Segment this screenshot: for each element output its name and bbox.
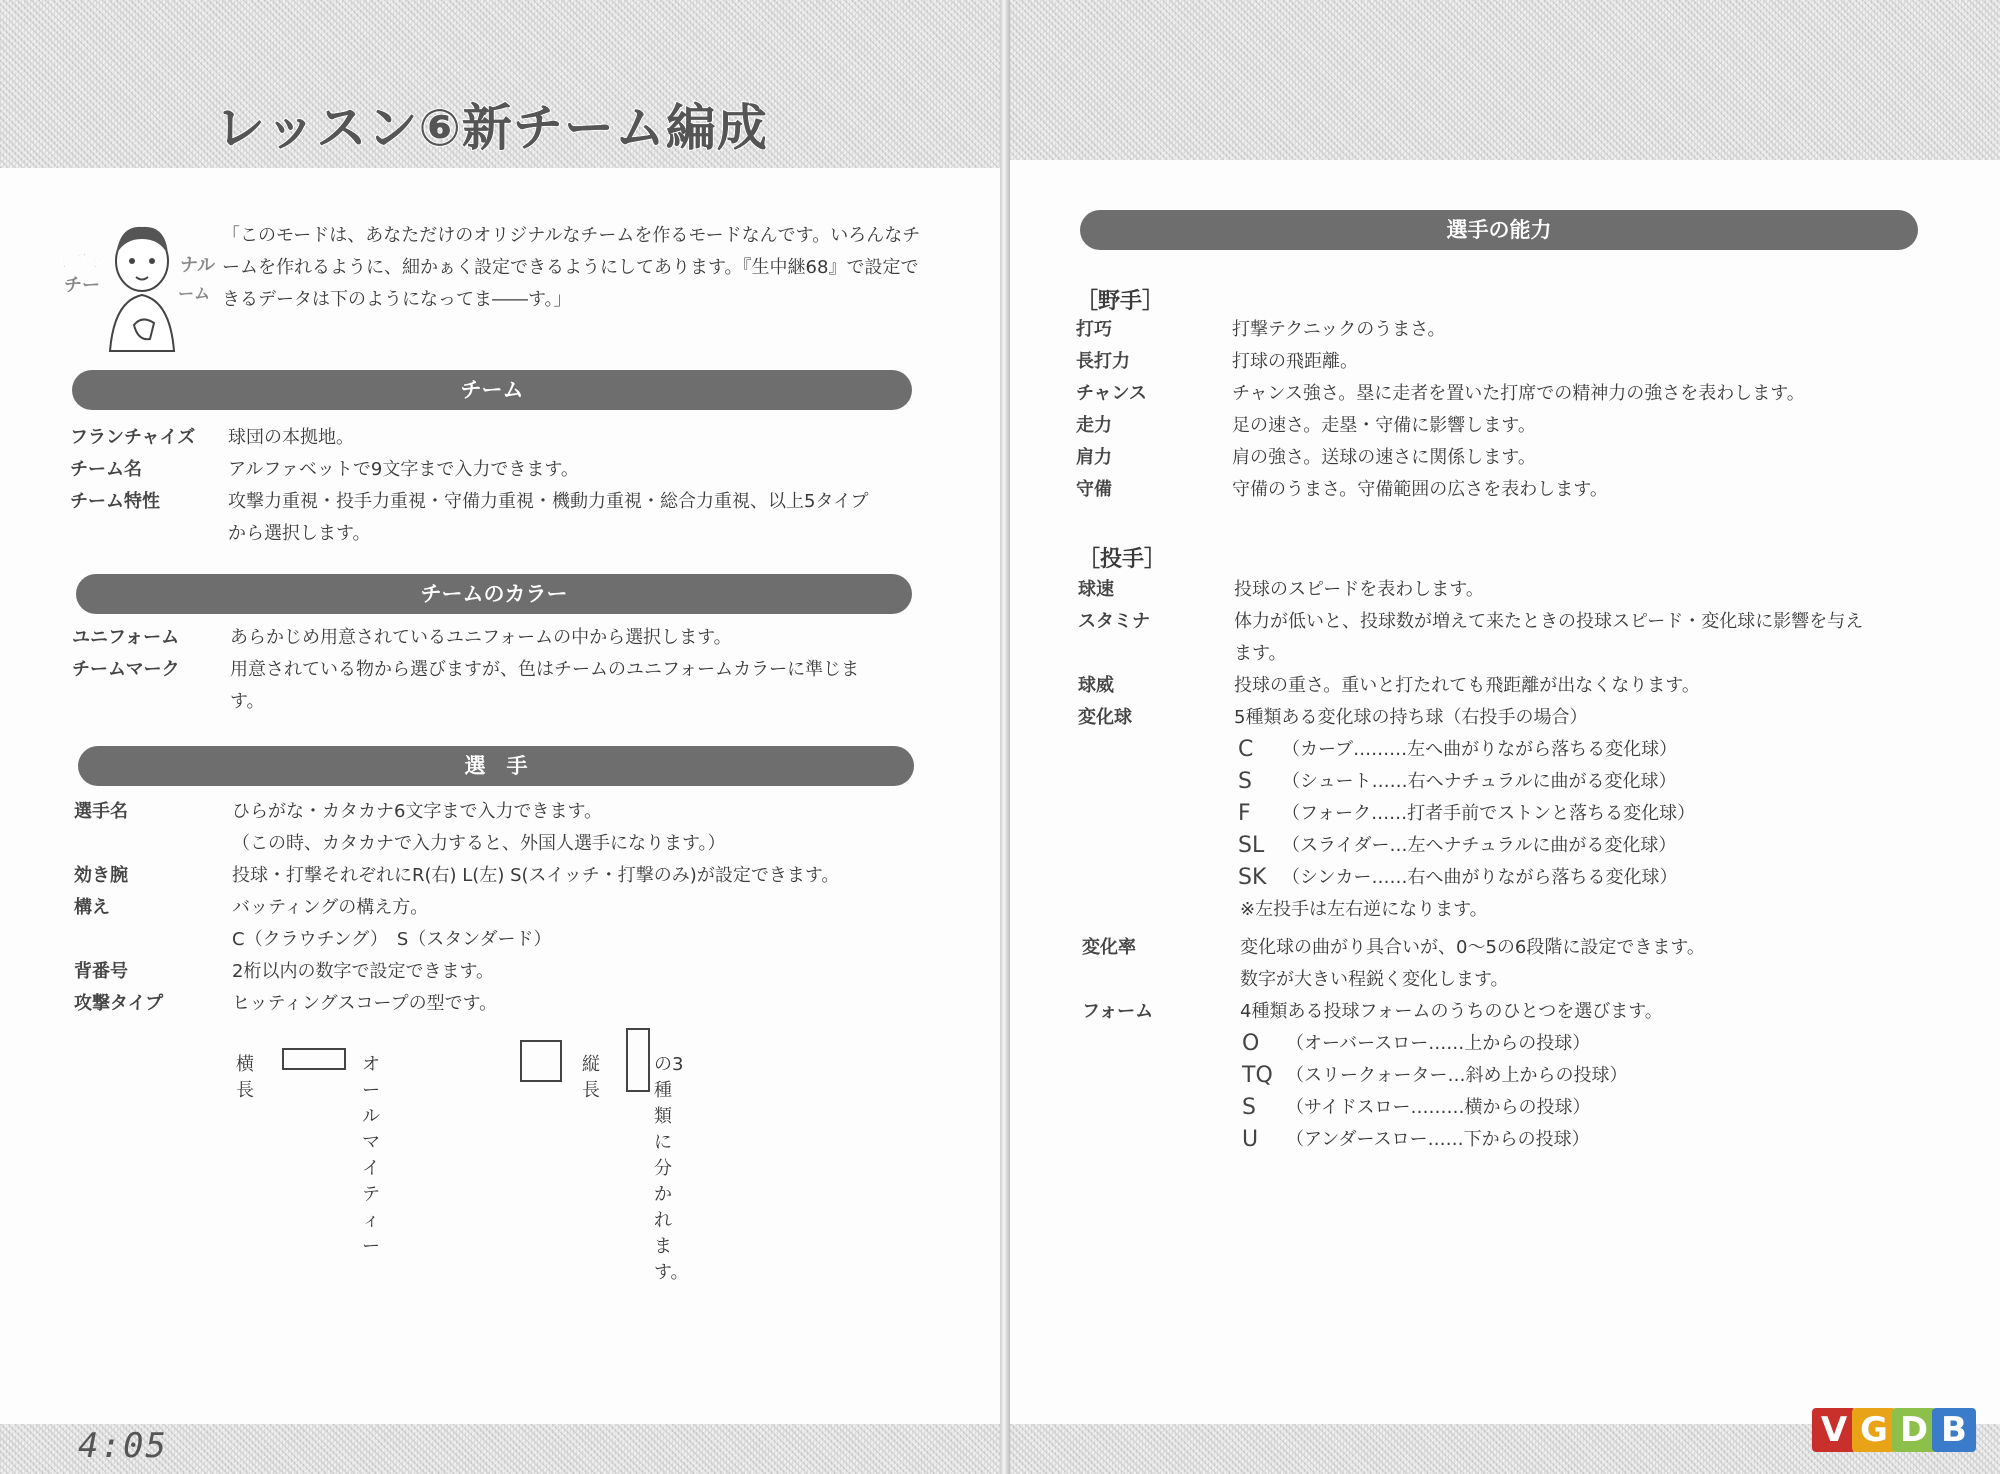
item-text: 5種類ある変化球の持ち球（右投手の場合） bbox=[1234, 707, 1588, 728]
svg-text:ーム: ーム bbox=[178, 284, 211, 303]
form-desc: （サイドスロー………横からの投球） bbox=[1286, 1097, 1591, 1118]
item-text-continued: す。 bbox=[230, 691, 265, 712]
svg-text:ナル: ナル bbox=[180, 255, 216, 276]
intro-text: 「このモードは、あなただけのオリジナルなチームを作るモードなんです。いろんなチームを作れるように、細かぁく設定できるようにしてあります。『生中継68』で設定できるデータは下のようになってま――す。」 bbox=[222, 225, 921, 310]
item-label: フォーム bbox=[1082, 1001, 1154, 1022]
watermark-letter-v: V bbox=[1812, 1408, 1856, 1452]
breaking-ball-desc: （スライダー…左へナチュラルに曲がる変化球） bbox=[1282, 835, 1677, 856]
breaking-ball-note: ※左投手は左右逆になります。 bbox=[1240, 899, 1488, 920]
breaking-ball-desc: （フォーク……打者手前でストンと落ちる変化球） bbox=[1282, 803, 1696, 824]
item-text: ヒッティングスコープの型です。 bbox=[232, 993, 498, 1014]
item-label: 攻撃タイプ bbox=[74, 993, 164, 1014]
item-text: 打球の飛距離。 bbox=[1232, 351, 1358, 372]
breaking-ball-code: SL bbox=[1238, 833, 1265, 858]
item-label: 変化率 bbox=[1082, 937, 1136, 958]
item-text-continued: から選択します。 bbox=[228, 523, 371, 544]
item-text: 守備のうまさ。守備範囲の広さを表わします。 bbox=[1232, 479, 1608, 500]
item-text: 投球のスピードを表わします。 bbox=[1234, 579, 1484, 600]
item-label: 長打力 bbox=[1076, 351, 1130, 372]
scope-wide-shape bbox=[282, 1048, 346, 1070]
scope-suffix: の3種類に分かれます。 bbox=[654, 1054, 689, 1283]
breaking-ball-desc: （カーブ………左へ曲がりながら落ちる変化球） bbox=[1282, 739, 1678, 760]
item-label: 球速 bbox=[1078, 579, 1114, 600]
form-desc: （オーバースロー……上からの投球） bbox=[1286, 1033, 1591, 1054]
section-header-player: 選 手 bbox=[78, 746, 914, 786]
item-text-continued: （この時、カタカナで入力すると、外国人選手になります。） bbox=[232, 833, 726, 854]
item-text: ひらがな・カタカナ6文字まで入力できます。 bbox=[232, 801, 603, 822]
form-code: S bbox=[1242, 1095, 1256, 1120]
fielder-heading: ［野手］ bbox=[1076, 289, 1165, 314]
item-text-continued: 数字が大きい程鋭く変化します。 bbox=[1240, 969, 1509, 990]
scope-all-label: オールマイティー bbox=[362, 1054, 380, 1257]
vgdb-watermark bbox=[1816, 1394, 1976, 1452]
item-text: あらかじめ用意されているユニフォームの中から選択します。 bbox=[230, 627, 732, 648]
item-text: アルファベットで9文字まで入力できます。 bbox=[228, 459, 579, 480]
item-label: チーム特性 bbox=[70, 491, 160, 512]
item-label: 背番号 bbox=[74, 961, 128, 982]
item-text: 体力が低いと、投球数が増えて来たときの投球スピード・変化球に影響を与え bbox=[1234, 611, 1864, 632]
form-desc: （アンダースロー……下からの投球） bbox=[1286, 1129, 1590, 1150]
breaking-ball-code: SK bbox=[1238, 865, 1267, 890]
item-label: チーム名 bbox=[70, 459, 142, 480]
item-text: 投球の重さ。重いと打たれても飛距離が出なくなります。 bbox=[1234, 675, 1700, 696]
item-label: 効き腕 bbox=[74, 865, 128, 886]
item-text: チャンス強さ。塁に走者を置いた打席での精神力の強さを表わします。 bbox=[1232, 383, 1805, 404]
form-code: O bbox=[1242, 1031, 1260, 1056]
item-text: 肩の強さ。送球の速さに関係します。 bbox=[1232, 447, 1536, 468]
pitcher-heading: ［投手］ bbox=[1078, 547, 1167, 572]
item-text: 攻撃力重視・投手力重視・守備力重視・機動力重視・総合力重視、以上5タイプ bbox=[228, 491, 869, 512]
item-text-continued: C（クラウチング） S（スタンダード） bbox=[232, 929, 552, 950]
form-code: TQ bbox=[1242, 1063, 1273, 1088]
item-text-continued: ます。 bbox=[1234, 643, 1287, 664]
item-label: 球威 bbox=[1078, 675, 1114, 696]
right-page bbox=[1010, 0, 2000, 1474]
section-header-team-color: チームのカラー bbox=[76, 574, 912, 614]
page-title: レッスン⑥新チーム編成 bbox=[215, 99, 768, 157]
item-label: 打巧 bbox=[1076, 319, 1112, 340]
mascot-illustration bbox=[50, 215, 222, 353]
form-desc: （スリークォーター…斜め上からの投球） bbox=[1286, 1065, 1628, 1086]
item-text: 変化球の曲がり具合いが、0〜5の6段階に設定できます。 bbox=[1240, 937, 1705, 958]
form-code: U bbox=[1242, 1127, 1259, 1152]
page-number: 4:05 bbox=[78, 1426, 168, 1466]
item-text: 投球・打撃それぞれにR(右) L(左) S(スイッチ・打撃のみ)が設定できます。 bbox=[232, 865, 840, 886]
scope-tall-shape bbox=[626, 1028, 650, 1092]
scope-tall-label: 縦長 bbox=[582, 1054, 600, 1101]
scope-all-shape bbox=[520, 1040, 562, 1082]
breaking-ball-code: F bbox=[1238, 801, 1251, 826]
mascot-caption-text: オリジ bbox=[54, 251, 108, 272]
header-texture bbox=[1010, 0, 2000, 160]
watermark-letter-g: G bbox=[1852, 1408, 1896, 1452]
watermark-letter-b: B bbox=[1932, 1408, 1976, 1452]
breaking-ball-code: C bbox=[1238, 737, 1254, 762]
item-label: 構え bbox=[74, 897, 110, 918]
svg-text:チー: チー bbox=[64, 275, 100, 296]
item-text: 打撃テクニックのうまさ。 bbox=[1232, 319, 1446, 340]
section-header-team: チーム bbox=[72, 370, 912, 410]
item-label: チームマーク bbox=[72, 659, 180, 680]
scope-wide-label: 横長 bbox=[236, 1054, 254, 1101]
item-label: スタミナ bbox=[1078, 611, 1150, 632]
breaking-ball-code: S bbox=[1238, 769, 1252, 794]
breaking-ball-desc: （シュート……右へナチュラルに曲がる変化球） bbox=[1282, 771, 1677, 792]
watermark-letter-d: D bbox=[1892, 1408, 1936, 1452]
item-text: 足の速さ。走塁・守備に影響します。 bbox=[1232, 415, 1536, 436]
item-label: フランチャイズ bbox=[70, 427, 196, 448]
item-label: 守備 bbox=[1076, 479, 1112, 500]
item-text: 4種類ある投球フォームのうちのひとつを選びます。 bbox=[1240, 1001, 1663, 1022]
breaking-ball-desc: （シンカー……右へ曲がりながら落ちる変化球） bbox=[1282, 867, 1678, 888]
item-label: 選手名 bbox=[74, 801, 128, 822]
item-label: チャンス bbox=[1076, 383, 1147, 404]
item-label: 走力 bbox=[1076, 415, 1112, 436]
item-text: 球団の本拠地。 bbox=[228, 427, 354, 448]
item-label: 肩力 bbox=[1076, 447, 1112, 468]
section-header-abilities: 選手の能力 bbox=[1080, 210, 1918, 250]
item-text: 用意されている物から選びますが、色はチームのユニフォームカラーに準じま bbox=[230, 659, 860, 680]
item-label: ユニフォーム bbox=[72, 627, 180, 648]
item-text: 2桁以内の数字で設定できます。 bbox=[232, 961, 495, 982]
item-label: 変化球 bbox=[1078, 707, 1132, 728]
item-text: バッティングの構え方。 bbox=[232, 897, 429, 918]
book-gutter bbox=[1000, 0, 1010, 1474]
